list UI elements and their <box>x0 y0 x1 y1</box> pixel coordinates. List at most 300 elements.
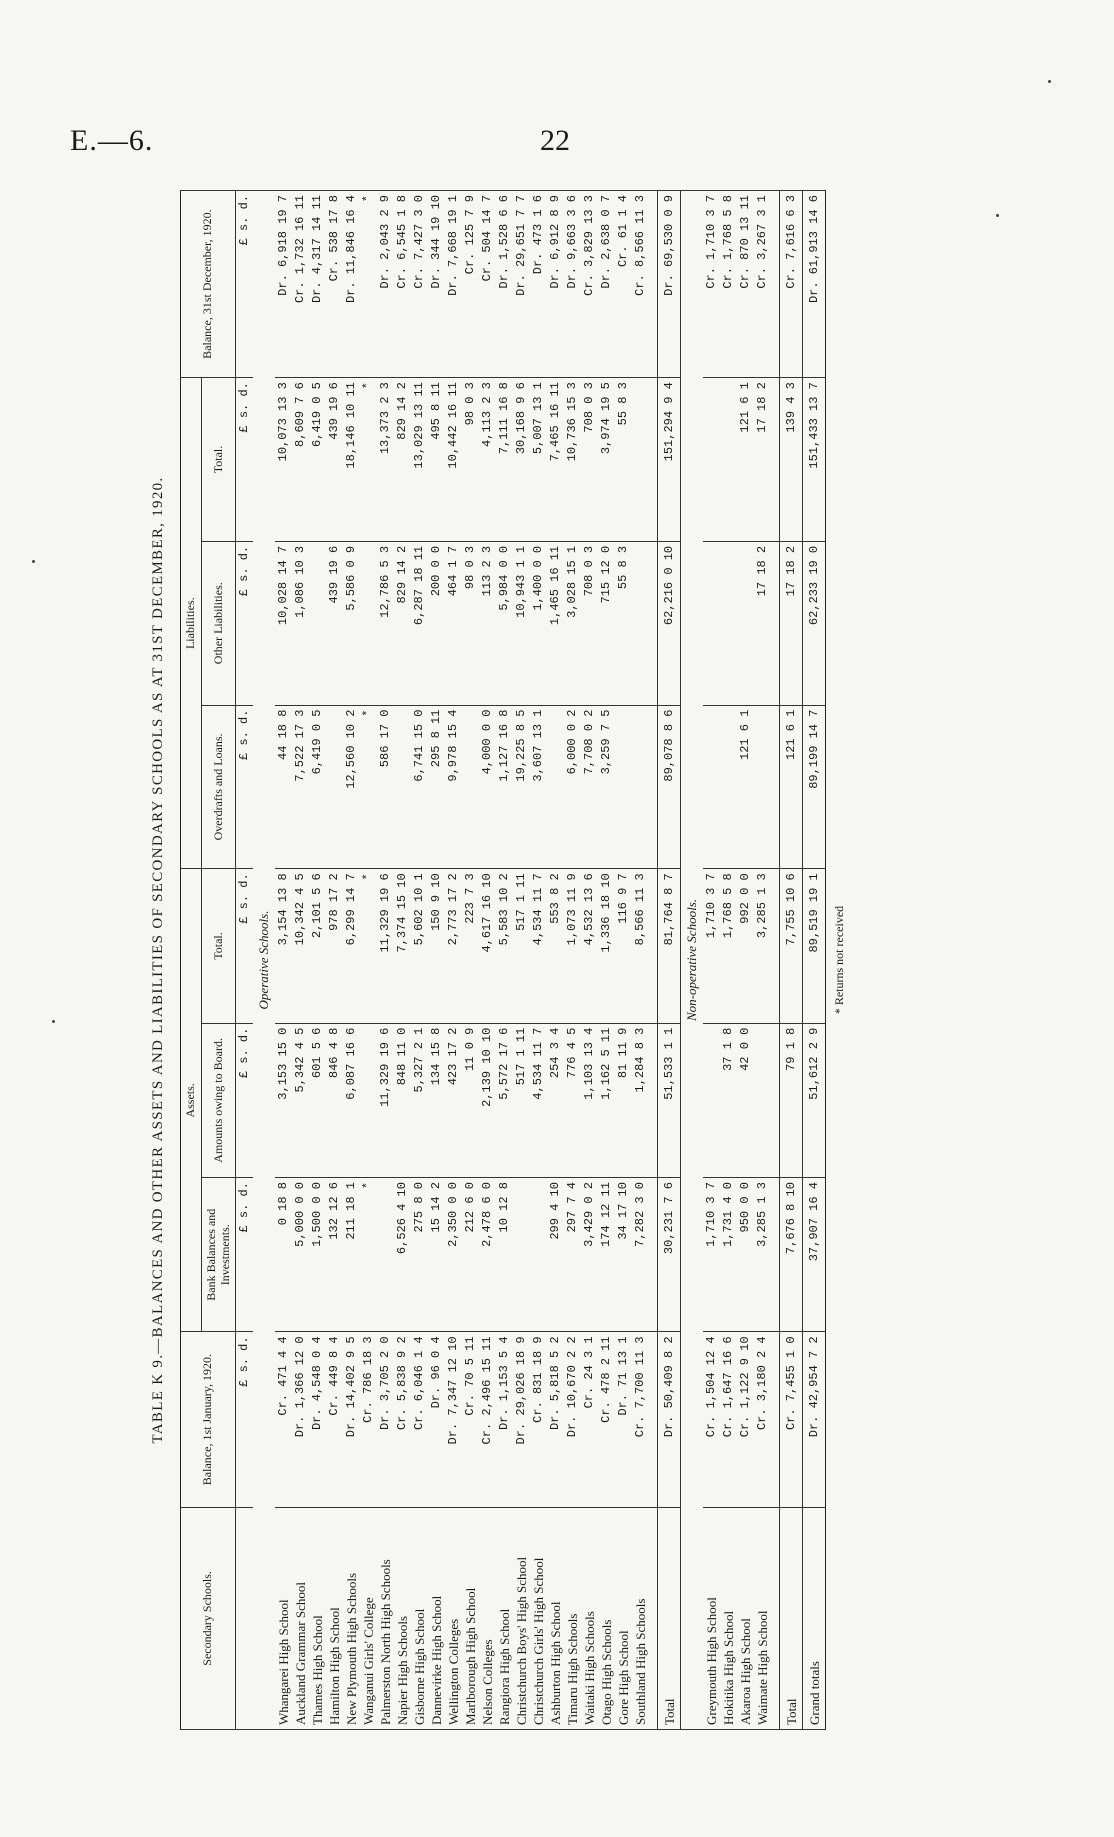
amount-cell: 7,522 17 3 <box>292 705 309 869</box>
amount-cell <box>360 1023 377 1177</box>
amount-cell: 829 14 2 <box>394 541 411 705</box>
amount-cell: Dr. 11,846 16 4 <box>343 191 360 378</box>
table-row <box>326 191 343 1730</box>
amount-cell: 1,086 10 3 <box>292 541 309 705</box>
spacer-row <box>771 191 780 1730</box>
scan-speck <box>32 560 35 563</box>
amount-cell: 4,113 2 3 <box>479 378 496 542</box>
school-name-cell: Southland High Schools <box>632 1507 649 1729</box>
amount-cell <box>547 705 564 869</box>
amount-cell: 601 5 6 <box>309 1023 326 1177</box>
amount-cell: 464 1 7 <box>445 541 462 705</box>
amount-cell: Cr. 61 1 4 <box>615 191 632 378</box>
amount-cell: Cr. 3,267 3 1 <box>754 191 771 378</box>
page-reference: E.—6. <box>70 124 154 157</box>
amount-cell <box>720 378 737 542</box>
amount-cell: 3,028 15 1 <box>564 541 581 705</box>
amount-cell: 5,984 0 0 <box>496 541 513 705</box>
amount-cell: 79 1 8 <box>780 1023 803 1177</box>
amount-cell: 15 14 2 <box>428 1178 445 1332</box>
table-row <box>411 191 428 1730</box>
amount-cell: 553 8 2 <box>547 869 564 1023</box>
col-assets-total: Total. <box>201 869 236 1023</box>
amount-cell: Dr. 69,530 0 9 <box>658 191 681 378</box>
amount-cell: Cr. 1,504 12 4 <box>703 1332 720 1507</box>
table-row <box>479 191 496 1730</box>
amount-cell: 150 9 10 <box>428 869 445 1023</box>
amount-cell: 517 1 11 <box>513 869 530 1023</box>
school-name-cell: Greymouth High School <box>703 1507 720 1729</box>
school-name-cell <box>236 1507 254 1729</box>
school-name-cell: Palmerston North High Schools <box>377 1507 394 1729</box>
amount-cell: Cr. 1,122 9 10 <box>737 1332 754 1507</box>
school-name-cell: Rangiora High School <box>496 1507 513 1729</box>
amount-cell: Cr. 1,732 16 11 <box>292 191 309 378</box>
amount-cell: 1,710 3 7 <box>703 1178 720 1332</box>
school-name-cell: Akaroa High School <box>737 1507 754 1729</box>
school-name-cell: Waitaki High Schools <box>581 1507 598 1729</box>
amount-cell: Cr. 24 3 1 <box>581 1332 598 1507</box>
amount-cell: 7,374 15 10 <box>394 869 411 1023</box>
table-row <box>394 191 411 1730</box>
amount-cell: 10,342 4 5 <box>292 869 309 1023</box>
amount-cell: Cr. 1,710 3 7 <box>703 191 720 378</box>
amount-cell: 51,533 1 1 <box>658 1023 681 1177</box>
amount-cell: 13,029 13 11 <box>411 378 428 542</box>
scan-speck <box>1048 80 1051 83</box>
amount-cell: 62,216 0 10 <box>658 541 681 705</box>
amount-cell: Dr. 5,818 5 2 <box>547 1332 564 1507</box>
amount-cell: 3,285 1 3 <box>754 869 771 1023</box>
table-row <box>309 191 326 1730</box>
amount-cell: 55 8 3 <box>615 378 632 542</box>
school-name-cell: Nelson Colleges <box>479 1507 496 1729</box>
amount-cell: 8,566 11 3 <box>632 869 649 1023</box>
col-other-liabilities: Other Liabilities. <box>201 541 236 705</box>
school-name-cell: Christchurch Boys' High School <box>513 1507 530 1729</box>
amount-cell <box>632 541 649 705</box>
amount-cell: 6,419 0 5 <box>309 378 326 542</box>
amount-cell: 11,329 19 6 <box>377 869 394 1023</box>
table-row <box>720 191 737 1730</box>
amount-cell: 10,442 16 11 <box>445 378 462 542</box>
amount-cell: £ s. d. <box>236 1178 254 1332</box>
school-name-cell: New Plymouth High Schools <box>343 1507 360 1729</box>
amount-cell: 121 6 1 <box>737 378 754 542</box>
table-row <box>703 191 720 1730</box>
amount-cell <box>326 705 343 869</box>
school-name-cell: Total <box>780 1507 803 1729</box>
amount-cell: £ s. d. <box>236 378 254 542</box>
school-name-cell: Napier High Schools <box>394 1507 411 1729</box>
table-row <box>445 191 462 1730</box>
amount-cell: 439 19 6 <box>326 378 343 542</box>
operative-section-row <box>253 191 275 1730</box>
amount-cell: 89,199 14 7 <box>803 705 826 869</box>
section-label: Operative Schools. <box>253 191 275 1730</box>
amount-cell: 992 0 0 <box>737 869 754 1023</box>
amount-cell: 134 15 8 <box>428 1023 445 1177</box>
amount-cell: 10,943 1 1 <box>513 541 530 705</box>
amount-cell: Dr. 14,402 9 5 <box>343 1332 360 1507</box>
amount-cell: 297 7 4 <box>564 1178 581 1332</box>
amount-cell: Cr. 8,566 11 3 <box>632 191 649 378</box>
amount-cell: 37,907 16 4 <box>803 1178 826 1332</box>
amount-cell: 6,526 4 10 <box>394 1178 411 1332</box>
school-name-cell: Ashburton High School <box>547 1507 564 1729</box>
col-overdrafts: Overdrafts and Loans. <box>201 705 236 869</box>
amount-cell: 13,373 2 3 <box>377 378 394 542</box>
amount-cell: 6,287 18 11 <box>411 541 428 705</box>
amount-cell: 295 8 11 <box>428 705 445 869</box>
amount-cell <box>754 705 771 869</box>
school-name-cell: Waimate High School <box>754 1507 771 1729</box>
amount-cell <box>703 705 720 869</box>
amount-cell: 5,007 13 1 <box>530 378 547 542</box>
amount-cell: 18,146 10 11 <box>343 378 360 542</box>
amount-cell: 1,768 5 8 <box>720 869 737 1023</box>
amount-cell: Dr. 344 19 10 <box>428 191 445 378</box>
amount-cell: 1,073 11 9 <box>564 869 581 1023</box>
amount-cell: Cr. 478 2 11 <box>598 1332 615 1507</box>
amount-cell: Dr. 9,663 3 6 <box>564 191 581 378</box>
amount-cell: 174 12 11 <box>598 1178 615 1332</box>
school-name-cell: Grand totals <box>803 1507 826 1729</box>
amount-cell: 211 18 1 <box>343 1178 360 1332</box>
amount-cell: 37 1 8 <box>720 1023 737 1177</box>
amount-cell: 1,127 16 8 <box>496 705 513 869</box>
table-title: TABLE K 9.—BALANCES AND OTHER ASSETS AND LIABILITIES OF SECONDARY SCHOOLS AS AT 31ST DECEMBER, 1920. <box>150 476 166 1444</box>
amount-cell: £ s. d. <box>236 1332 254 1507</box>
amount-cell: 6,087 16 6 <box>343 1023 360 1177</box>
amount-cell: £ s. d. <box>236 705 254 869</box>
table-row <box>615 191 632 1730</box>
amount-cell: 3,153 15 0 <box>275 1023 292 1177</box>
amount-cell: 212 6 0 <box>462 1178 479 1332</box>
spacer-row <box>649 191 658 1730</box>
amount-cell: 4,532 13 6 <box>581 869 598 1023</box>
amount-cell: 151,433 13 7 <box>803 378 826 542</box>
amount-cell: 4,617 16 10 <box>479 869 496 1023</box>
amount-cell: 11,329 19 6 <box>377 1023 394 1177</box>
amount-cell: Cr. 5,838 9 2 <box>394 1332 411 1507</box>
amount-cell: 98 0 3 <box>462 378 479 542</box>
amount-cell: 6,000 0 2 <box>564 705 581 869</box>
amount-cell: 3,154 13 8 <box>275 869 292 1023</box>
table-row <box>428 191 445 1730</box>
amount-cell <box>703 541 720 705</box>
amount-cell: Cr. 6,046 1 4 <box>411 1332 428 1507</box>
amount-cell <box>720 705 737 869</box>
amount-cell: Cr. 70 5 11 <box>462 1332 479 1507</box>
amount-cell: 81,764 8 7 <box>658 869 681 1023</box>
amount-cell: Cr. 786 18 3 <box>360 1332 377 1507</box>
amount-cell: 5,586 0 9 <box>343 541 360 705</box>
col-schools: Secondary Schools. <box>181 1507 236 1729</box>
school-name-cell: Timaru High Schools <box>564 1507 581 1729</box>
amount-cell: Cr. 449 8 4 <box>326 1332 343 1507</box>
school-name-cell: Otago High Schools <box>598 1507 615 1729</box>
table-row <box>632 191 649 1730</box>
col-liabilities-total: Total. <box>201 378 236 542</box>
table-row <box>737 191 754 1730</box>
school-name-cell: Thames High School <box>309 1507 326 1729</box>
footnote: * Returns not received <box>832 905 847 1015</box>
amount-cell: 6,419 0 5 <box>309 705 326 869</box>
amount-cell: 5,583 10 2 <box>496 869 513 1023</box>
amount-cell: 4,534 11 7 <box>530 869 547 1023</box>
amount-cell: 708 0 3 <box>581 541 598 705</box>
amount-cell: 299 4 10 <box>547 1178 564 1332</box>
amount-cell: 7,708 0 2 <box>581 705 598 869</box>
table-row <box>530 191 547 1730</box>
amount-cell: * <box>360 191 377 378</box>
amount-cell: Dr. 42,954 7 2 <box>803 1332 826 1507</box>
amount-cell: Dr. 2,043 2 9 <box>377 191 394 378</box>
amount-cell <box>360 541 377 705</box>
amount-cell <box>737 541 754 705</box>
amount-cell: Cr. 538 17 8 <box>326 191 343 378</box>
amount-cell: 7,465 16 11 <box>547 378 564 542</box>
col-assets-group: Assets. <box>181 869 202 1332</box>
amount-cell: Dr. 6,912 8 9 <box>547 191 564 378</box>
amount-cell: 10,736 15 3 <box>564 378 581 542</box>
amount-cell: 3,429 0 2 <box>581 1178 598 1332</box>
amount-cell: 423 17 2 <box>445 1023 462 1177</box>
table-row <box>754 191 771 1730</box>
non-operative-section-row <box>681 191 704 1730</box>
amount-cell: Dr. 29,651 7 7 <box>513 191 530 378</box>
amount-cell: 223 7 3 <box>462 869 479 1023</box>
amount-cell <box>754 1023 771 1177</box>
amount-cell: 11 0 9 <box>462 1023 479 1177</box>
amount-cell: Dr. 71 13 1 <box>615 1332 632 1507</box>
amount-cell: Cr. 870 13 11 <box>737 191 754 378</box>
page-number: 22 <box>540 124 570 157</box>
non-operative-total-row <box>780 191 803 1730</box>
amount-cell: * <box>360 1178 377 1332</box>
amount-cell: 10,073 13 3 <box>275 378 292 542</box>
amount-cell: Dr. 3,705 2 0 <box>377 1332 394 1507</box>
amount-cell: 17 18 2 <box>780 541 803 705</box>
amount-cell: 12,786 5 3 <box>377 541 394 705</box>
amount-cell <box>377 1178 394 1332</box>
amount-cell: 7,755 10 6 <box>780 869 803 1023</box>
rotated-table-block <box>150 190 960 1730</box>
amount-cell: 30,168 9 6 <box>513 378 530 542</box>
amount-cell <box>703 1023 720 1177</box>
section-label: Non-operative Schools. <box>681 191 704 1730</box>
amount-cell: 2,773 17 2 <box>445 869 462 1023</box>
amount-cell: £ s. d. <box>236 541 254 705</box>
amount-cell: 5,602 10 1 <box>411 869 428 1023</box>
amount-cell: * <box>360 705 377 869</box>
amount-cell: 44 18 8 <box>275 705 292 869</box>
amount-cell: 1,731 4 0 <box>720 1178 737 1332</box>
scan-speck <box>996 214 999 217</box>
table-row <box>377 191 394 1730</box>
amount-cell: Cr. 3,180 2 4 <box>754 1332 771 1507</box>
amount-cell <box>615 705 632 869</box>
col-liabilities-group: Liabilities. <box>181 378 202 869</box>
table-row <box>513 191 530 1730</box>
amount-cell: 113 2 3 <box>479 541 496 705</box>
amount-cell: Cr. 504 14 7 <box>479 191 496 378</box>
amount-cell: £ s. d. <box>236 869 254 1023</box>
amount-cell: 2,139 10 10 <box>479 1023 496 1177</box>
amount-cell: 846 4 8 <box>326 1023 343 1177</box>
amount-cell: 9,978 15 4 <box>445 705 462 869</box>
amount-cell: 17 18 2 <box>754 378 771 542</box>
amount-cell: 116 9 7 <box>615 869 632 1023</box>
amount-cell: 30,231 7 6 <box>658 1178 681 1332</box>
amount-cell: 495 8 11 <box>428 378 445 542</box>
school-name-cell: Hamilton High School <box>326 1507 343 1729</box>
amount-cell: Cr. 471 4 4 <box>275 1332 292 1507</box>
amount-cell: 139 4 3 <box>780 378 803 542</box>
amount-cell: Cr. 125 7 9 <box>462 191 479 378</box>
amount-cell: Dr. 10,670 2 2 <box>564 1332 581 1507</box>
school-name-cell: Auckland Grammar School <box>292 1507 309 1729</box>
amount-cell: 275 8 0 <box>411 1178 428 1332</box>
amount-cell: 6,299 14 7 <box>343 869 360 1023</box>
amount-cell: 1,284 8 3 <box>632 1023 649 1177</box>
amount-cell: 1,103 13 4 <box>581 1023 598 1177</box>
amount-cell: 89,078 8 6 <box>658 705 681 869</box>
amount-cell: 55 8 3 <box>615 541 632 705</box>
amount-cell <box>703 378 720 542</box>
amount-cell: 7,282 3 0 <box>632 1178 649 1332</box>
amount-cell: 3,974 19 5 <box>598 378 615 542</box>
amount-cell: Dr. 473 1 6 <box>530 191 547 378</box>
table-row <box>292 191 309 1730</box>
amount-cell: Dr. 50,409 8 2 <box>658 1332 681 1507</box>
school-name-cell: Christchurch Girls' High School <box>530 1507 547 1729</box>
amount-cell: Cr. 831 18 9 <box>530 1332 547 1507</box>
amount-cell: 2,478 6 0 <box>479 1178 496 1332</box>
table-row <box>581 191 598 1730</box>
school-name-cell: Dannevirke High School <box>428 1507 445 1729</box>
amount-cell: 19,225 8 5 <box>513 705 530 869</box>
amount-cell: 7,676 8 10 <box>780 1178 803 1332</box>
amount-cell <box>513 1178 530 1332</box>
amount-cell: Dr. 7,668 19 1 <box>445 191 462 378</box>
amount-cell: 5,342 4 5 <box>292 1023 309 1177</box>
amount-cell: 89,519 19 1 <box>803 869 826 1023</box>
amount-cell: Dr. 96 0 4 <box>428 1332 445 1507</box>
amount-cell: £ s. d. <box>236 1023 254 1177</box>
balances-table <box>180 190 826 1730</box>
amount-cell: 6,741 15 0 <box>411 705 428 869</box>
amount-cell: 1,336 18 10 <box>598 869 615 1023</box>
amount-cell: 848 11 0 <box>394 1023 411 1177</box>
amount-cell: 4,000 0 0 <box>479 705 496 869</box>
amount-cell: Dr. 1,366 12 0 <box>292 1332 309 1507</box>
amount-cell: 1,710 3 7 <box>703 869 720 1023</box>
scan-speck <box>52 1020 55 1023</box>
school-name-cell: Gore High School <box>615 1507 632 1729</box>
amount-cell: Dr. 7,347 12 10 <box>445 1332 462 1507</box>
amount-cell: 51,612 2 9 <box>803 1023 826 1177</box>
school-name-cell: Total <box>658 1507 681 1729</box>
amount-cell: * <box>360 378 377 542</box>
table-row <box>598 191 615 1730</box>
table-row <box>343 191 360 1730</box>
amount-cell: 151,294 9 4 <box>658 378 681 542</box>
amount-cell: 42 0 0 <box>737 1023 754 1177</box>
amount-cell: 715 12 0 <box>598 541 615 705</box>
amount-cell <box>462 705 479 869</box>
table-row <box>547 191 564 1730</box>
col-balance-start: Balance, 1st January, 1920. <box>181 1332 236 1507</box>
amount-cell: 62,233 19 0 <box>803 541 826 705</box>
grand-total-row <box>803 191 826 1730</box>
operative-total-row <box>658 191 681 1730</box>
amount-cell: Dr. 4,317 14 11 <box>309 191 326 378</box>
amount-cell: Cr. 7,455 1 0 <box>780 1332 803 1507</box>
amount-cell: 978 17 2 <box>326 869 343 1023</box>
amount-cell: 586 17 0 <box>377 705 394 869</box>
amount-cell: £ s. d. <box>236 191 254 378</box>
amount-cell <box>720 541 737 705</box>
amount-cell: 829 14 2 <box>394 378 411 542</box>
amount-cell: Dr. 1,153 5 4 <box>496 1332 513 1507</box>
table-row <box>564 191 581 1730</box>
amount-cell: 81 11 9 <box>615 1023 632 1177</box>
amount-cell: Cr. 1,768 5 8 <box>720 191 737 378</box>
amount-cell: 4,534 11 7 <box>530 1023 547 1177</box>
amount-cell: Cr. 7,700 11 3 <box>632 1332 649 1507</box>
amount-cell: 1,400 0 0 <box>530 541 547 705</box>
amount-cell: 12,560 10 2 <box>343 705 360 869</box>
amount-cell <box>632 378 649 542</box>
school-name-cell: Wanganui Girls' College <box>360 1507 377 1729</box>
amount-cell: 121 6 1 <box>780 705 803 869</box>
amount-cell: 517 1 11 <box>513 1023 530 1177</box>
amount-cell: Dr. 29,026 18 9 <box>513 1332 530 1507</box>
table-row <box>462 191 479 1730</box>
amount-cell: 1,500 0 0 <box>309 1178 326 1332</box>
amount-cell: 121 6 1 <box>737 705 754 869</box>
amount-cell: 1,162 5 11 <box>598 1023 615 1177</box>
amount-cell: Cr. 2,496 15 11 <box>479 1332 496 1507</box>
amount-cell: 132 12 6 <box>326 1178 343 1332</box>
amount-cell: 3,259 7 5 <box>598 705 615 869</box>
school-name-cell: Whangarei High School <box>275 1507 292 1729</box>
col-bank: Bank Balances and Investments. <box>201 1178 236 1332</box>
amount-cell: Dr. 2,638 0 7 <box>598 191 615 378</box>
amount-cell: 98 0 3 <box>462 541 479 705</box>
amount-cell: 1,465 16 11 <box>547 541 564 705</box>
amount-cell: 3,285 1 3 <box>754 1178 771 1332</box>
amount-cell: 5,327 2 1 <box>411 1023 428 1177</box>
amount-cell: 200 0 0 <box>428 541 445 705</box>
amount-cell <box>394 705 411 869</box>
amount-cell: 708 0 3 <box>581 378 598 542</box>
amount-cell: 5,572 17 6 <box>496 1023 513 1177</box>
school-name-cell: Gisborne High School <box>411 1507 428 1729</box>
amount-cell: 10 12 8 <box>496 1178 513 1332</box>
amount-cell: Dr. 4,548 0 4 <box>309 1332 326 1507</box>
amount-cell: Cr. 6,545 1 8 <box>394 191 411 378</box>
school-name-cell: Hokitika High School <box>720 1507 737 1729</box>
school-name-cell: Wellington Colleges <box>445 1507 462 1729</box>
table-row <box>275 191 292 1730</box>
amount-cell: 8,609 7 6 <box>292 378 309 542</box>
amount-cell: 950 0 0 <box>737 1178 754 1332</box>
table-row <box>360 191 377 1730</box>
amount-cell: 0 18 8 <box>275 1178 292 1332</box>
